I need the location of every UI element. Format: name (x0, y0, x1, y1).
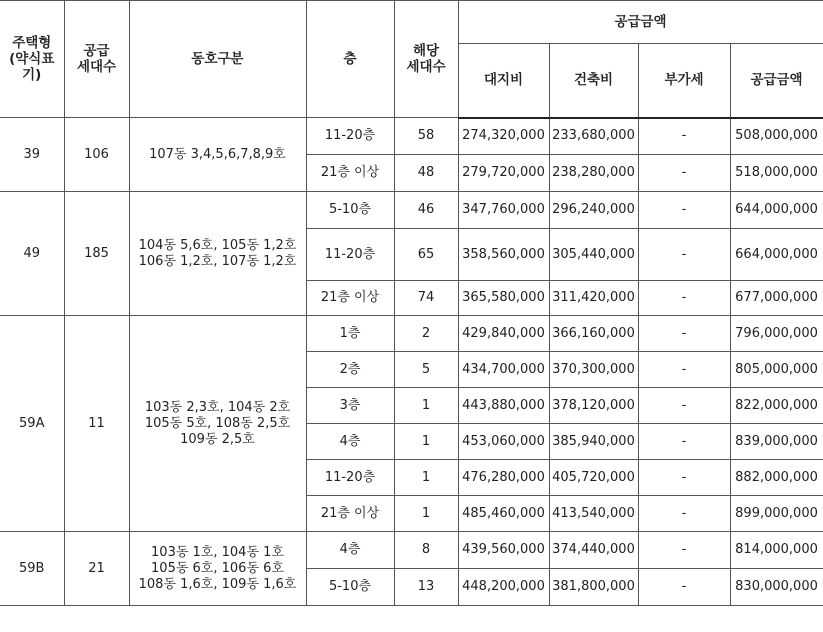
building-cost-cell: 378,120,000 (549, 388, 638, 424)
total-price-cell: 664,000,000 (730, 229, 823, 281)
vat-cell: - (638, 569, 730, 606)
applicable-units-cell: 1 (394, 388, 458, 424)
land-cost-cell: 429,840,000 (458, 316, 549, 352)
housing-type-cell: 59B (0, 532, 64, 606)
building-cost-cell: 305,440,000 (549, 229, 638, 281)
applicable-units-cell: 2 (394, 316, 458, 352)
table-row (0, 118, 823, 155)
land-cost-cell: 347,760,000 (458, 192, 549, 229)
applicable-units-cell: 13 (394, 569, 458, 606)
unit-division-cell: 103동 1호, 104동 1호 105동 6호, 106동 6호 108동 1,6호, 109동 1,6호 (129, 532, 306, 606)
header-applicable-units: 해당 세대수 (394, 1, 458, 118)
floor-cell: 4층 (306, 532, 394, 569)
supply-units-cell: 11 (64, 316, 129, 532)
land-cost-cell: 434,700,000 (458, 352, 549, 388)
vat-cell: - (638, 155, 730, 192)
total-price-cell: 677,000,000 (730, 281, 823, 316)
building-cost-cell: 381,800,000 (549, 569, 638, 606)
total-price-cell: 518,000,000 (730, 155, 823, 192)
housing-type-cell: 39 (0, 118, 64, 192)
applicable-units-cell: 74 (394, 281, 458, 316)
table-row (0, 316, 823, 352)
table-body (0, 118, 823, 606)
building-cost-cell: 233,680,000 (549, 118, 638, 155)
vat-cell: - (638, 496, 730, 532)
floor-cell: 5-10층 (306, 569, 394, 606)
building-cost-cell: 385,940,000 (549, 424, 638, 460)
land-cost-cell: 358,560,000 (458, 229, 549, 281)
total-price-cell: 644,000,000 (730, 192, 823, 229)
applicable-units-cell: 8 (394, 532, 458, 569)
land-cost-cell: 443,880,000 (458, 388, 549, 424)
land-cost-cell: 365,580,000 (458, 281, 549, 316)
land-cost-cell: 476,280,000 (458, 460, 549, 496)
total-price-cell: 508,000,000 (730, 118, 823, 155)
building-cost-cell: 374,440,000 (549, 532, 638, 569)
housing-type-cell: 49 (0, 192, 64, 316)
supply-units-cell: 21 (64, 532, 129, 606)
unit-division-cell: 107동 3,4,5,6,7,8,9호 (129, 118, 306, 192)
supply-units-cell: 185 (64, 192, 129, 316)
vat-cell: - (638, 352, 730, 388)
building-cost-cell: 413,540,000 (549, 496, 638, 532)
floor-cell: 21층 이상 (306, 155, 394, 192)
floor-cell: 21층 이상 (306, 281, 394, 316)
land-cost-cell: 279,720,000 (458, 155, 549, 192)
total-price-cell: 839,000,000 (730, 424, 823, 460)
total-price-cell: 830,000,000 (730, 569, 823, 606)
table-header (0, 1, 823, 118)
supply-units-cell: 106 (64, 118, 129, 192)
total-price-cell: 796,000,000 (730, 316, 823, 352)
header-total-price: 공급금액 (730, 44, 823, 118)
land-cost-cell: 274,320,000 (458, 118, 549, 155)
vat-cell: - (638, 532, 730, 569)
vat-cell: - (638, 388, 730, 424)
unit-division-cell: 103동 2,3호, 104동 2호 105동 5호, 108동 2,5호 109동 2,5호 (129, 316, 306, 532)
header-land-cost: 대지비 (458, 44, 549, 118)
header-unit-division: 동호구분 (129, 1, 306, 118)
building-cost-cell: 405,720,000 (549, 460, 638, 496)
floor-cell: 2층 (306, 352, 394, 388)
table-row (0, 192, 823, 229)
applicable-units-cell: 5 (394, 352, 458, 388)
floor-cell: 1층 (306, 316, 394, 352)
building-cost-cell: 366,160,000 (549, 316, 638, 352)
applicable-units-cell: 1 (394, 460, 458, 496)
floor-cell: 11-20층 (306, 229, 394, 281)
header-price-group: 공급금액 (458, 1, 823, 44)
vat-cell: - (638, 281, 730, 316)
total-price-cell: 814,000,000 (730, 532, 823, 569)
header-vat: 부가세 (638, 44, 730, 118)
vat-cell: - (638, 229, 730, 281)
header-housing-type: 주택형 (약식표기) (0, 1, 64, 118)
applicable-units-cell: 46 (394, 192, 458, 229)
unit-division-cell: 104동 5,6호, 105동 1,2호 106동 1,2호, 107동 1,2호 (129, 192, 306, 316)
applicable-units-cell: 1 (394, 496, 458, 532)
building-cost-cell: 370,300,000 (549, 352, 638, 388)
total-price-cell: 882,000,000 (730, 460, 823, 496)
total-price-cell: 805,000,000 (730, 352, 823, 388)
applicable-units-cell: 48 (394, 155, 458, 192)
building-cost-cell: 238,280,000 (549, 155, 638, 192)
vat-cell: - (638, 460, 730, 496)
total-price-cell: 899,000,000 (730, 496, 823, 532)
applicable-units-cell: 1 (394, 424, 458, 460)
floor-cell: 11-20층 (306, 460, 394, 496)
building-cost-cell: 311,420,000 (549, 281, 638, 316)
header-building-cost: 건축비 (549, 44, 638, 118)
floor-cell: 11-20층 (306, 118, 394, 155)
applicable-units-cell: 65 (394, 229, 458, 281)
header-supply-units: 공급 세대수 (64, 1, 129, 118)
land-cost-cell: 453,060,000 (458, 424, 549, 460)
total-price-cell: 822,000,000 (730, 388, 823, 424)
floor-cell: 4층 (306, 424, 394, 460)
floor-cell: 5-10층 (306, 192, 394, 229)
housing-type-cell: 59A (0, 316, 64, 532)
table-row (0, 532, 823, 569)
building-cost-cell: 296,240,000 (549, 192, 638, 229)
floor-cell: 21층 이상 (306, 496, 394, 532)
vat-cell: - (638, 192, 730, 229)
vat-cell: - (638, 118, 730, 155)
land-cost-cell: 448,200,000 (458, 569, 549, 606)
vat-cell: - (638, 424, 730, 460)
vat-cell: - (638, 316, 730, 352)
header-floor: 층 (306, 1, 394, 118)
land-cost-cell: 485,460,000 (458, 496, 549, 532)
land-cost-cell: 439,560,000 (458, 532, 549, 569)
applicable-units-cell: 58 (394, 118, 458, 155)
floor-cell: 3층 (306, 388, 394, 424)
